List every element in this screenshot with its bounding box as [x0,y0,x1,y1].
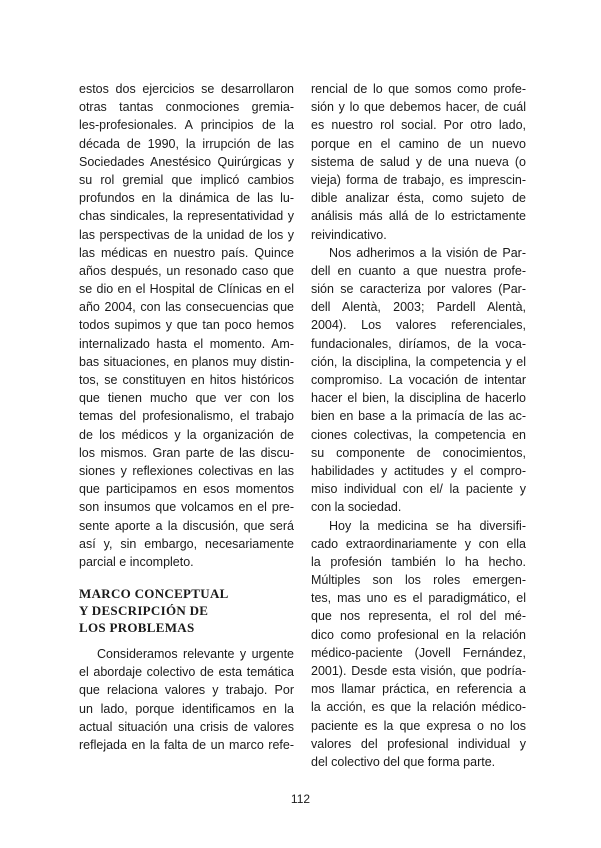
text-line: así y, sin embargo, necesariamente [79,536,294,551]
text-line: sión y lo que debemos hacer, de cuál [311,100,526,115]
text-line: habilidades y actitudes y el compro- [311,463,526,478]
text-line: dico como profesional en la relación [311,627,526,642]
text-line: bas situaciones, en planos muy distin- [79,354,294,369]
text-line: otras tantas conmociones gremia- [79,100,294,115]
paragraph-pardell-values [311,244,526,517]
text-line: dible analizar ésta, como sujeto de [311,191,526,206]
text-line: siones y reflexiones colectivas en las [79,463,294,478]
text-line: que participamos en esos momentos [79,482,294,497]
text-line: fundacionales, diríamos, de la voca- [311,336,526,351]
text-line: rencial de lo que somos como profe- [311,82,526,96]
text-line: años después, un resonado caso que [79,263,294,278]
text-line: 2004). Los valores referenciales, [311,318,526,333]
paragraph-medicina-roles [311,517,526,772]
heading-line: Y DESCRIPCIÓN DE [79,603,209,619]
text-line: que nos representa, el rol del mé- [311,609,526,624]
text-line: ción, la disciplina, la competencia y el [311,354,526,369]
text-line: su componente de conocimientos, [311,445,526,460]
text-line: las perspectivas de la unidad de los y [79,227,294,242]
text-line: mos llamar práctica, en referencia a [311,682,526,697]
text-line: la profesión también lo ha hecho. [311,554,526,569]
text-line: hacer el bien, la disciplina de hacerlo [311,391,526,406]
text-line: chas sindicales, la representatividad y [79,209,294,224]
page-number: 112 [290,792,311,806]
text-line: dell Alentà, 2003; Pardell Alentà, [311,300,526,315]
text-line: estos dos ejercicios se desarrollaron [79,82,294,96]
text-line: 2001). Desde esta visión, que podría- [311,664,526,678]
text-line: la acción, es que la relación médico- [311,700,526,715]
text-line: porque en el camino de un nuevo [311,136,526,151]
text-line: año 2004, con las consecuencias que [79,300,294,315]
text-line: internalizado hasta el momento. Am- [79,336,294,351]
text-line: son insumos que volcamos en el pre- [79,500,294,515]
text-line: análisis más allá de lo estrictamente [311,209,526,224]
text-line: de los médicos y la organización de [79,427,294,442]
text-line: reflejada en la falta de un marco refe- [79,738,294,752]
text-line: sente aporte a la discusión, que será [79,518,294,533]
text-line: Hoy la medicina se ha diversifi- [329,518,526,533]
text-line: Consideramos relevante y urgente [97,647,294,662]
text-line: actual situación una crisis de valores [79,719,294,734]
text-line: cado extraordinariamente y con ella [311,536,526,551]
text-line: reivindicativo. [311,227,387,242]
text-line: temas del profesionalismo, el trabajo [79,409,294,424]
text-line: tes, mas uno es el paradigmático, el [311,591,526,606]
text-line: dell en cuanto a que nuestra profe- [311,263,526,278]
text-line: que relaciona valores y trabajo. Por [79,683,294,698]
text-line: tos, se constituyen en hitos históricos [79,373,294,387]
text-line: ciones colectivas, la competencia en [311,427,526,442]
heading-line: LOS PROBLEMAS [79,620,195,636]
text-line: década de 1990, la irrupción de las [79,136,294,151]
left-column [79,80,294,754]
text-line: con la sociedad. [311,500,402,515]
text-line: que tienen mucho que ver con los [79,391,294,406]
text-line: profundos en la dinámica de las lu- [79,191,294,206]
text-line: miso individual con el/ la paciente y [311,482,526,497]
text-line: Nos adherimos a la visión de Par- [329,245,526,260]
paragraph-rencial-continuation [311,80,526,244]
text-line: del colectivo del que forma parte. [311,754,496,769]
text-line: el abordaje colectivo de esta temática [79,665,294,680]
text-line: vieja) forma de trabajo, es imprescin- [311,172,526,187]
text-line: médico-paciente (Jovell Fernández, [311,645,526,660]
text-line: compromiso. La vocación de intentar [311,373,526,387]
section-heading [79,585,294,636]
paragraph-marco-conceptual [79,645,294,754]
text-line: bien en base a la primacía de las ac- [311,409,526,424]
heading-line: MARCO CONCEPTUAL [79,586,229,602]
text-line: se dio en el Hospital de Clínicas en el [79,282,294,297]
text-line: es nuestro rol social. Por otro lado, [311,118,526,133]
text-line: parcial e incompleto. [79,554,194,569]
text-line: Múltiples son los roles emergen- [311,573,526,588]
text-line: los mismos. Gran parte de las discu- [79,445,294,460]
text-line: sión se caracteriza por valores (Par- [311,282,526,297]
text-line: su rol gremial que implicó cambios [79,172,294,187]
right-column [311,80,526,771]
text-line: paciente es la que expresa o no los [311,718,526,733]
text-line: todos supimos y que tan poco hemos [79,318,294,333]
text-line: Sociedades Anestésico Quirúrgicas y [79,154,294,169]
text-line: un lado, porque identificamos en la [79,701,294,716]
text-line: valores del profesional individual y [311,736,526,751]
text-line: les-profesionales. A principios de la [79,118,294,133]
text-line: sistema de salud y de una nueva (o [311,154,526,169]
text-line: las médicas en nuestro país. Quince [79,245,294,260]
paragraph-intro-continuation [79,80,294,571]
